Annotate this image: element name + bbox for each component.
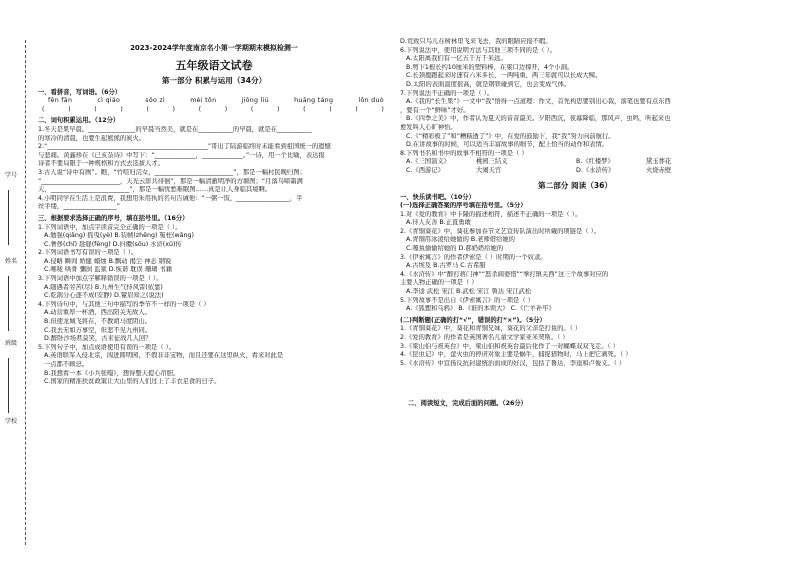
question-line: 与悲痛。黄鑫珍在《已亥杂诗》中写下：“_____________，_____________。”一诗，用一个比喻，表达报 (38, 151, 325, 159)
answer-brackets-row[interactable] (38, 106, 390, 115)
margin-label-class: 班级 (4, 340, 17, 347)
pinyin-word: mèi tōn (190, 97, 217, 105)
bracket: ) (68, 105, 71, 113)
option-line: A.《我的“长生果”》一文中“我”悟得一点道理：作文，首先构思要别出心裁，落笔也要有点东西 (406, 98, 671, 106)
option-line: A.青铜用冰凌给她做的 B.老师借给她的 (406, 236, 515, 244)
bracket: ( (250, 105, 254, 113)
option-line: 愈发叫人心旷神怡。 (400, 123, 457, 131)
question-line: 丝半缕，_________________” (38, 203, 120, 211)
bracket: ) (172, 105, 176, 113)
option-line: C.长颈鹿跑起来时速有六米多长，一两吨重，两三年就可以长成大鲸。 (406, 72, 602, 80)
bracket: ) (120, 105, 123, 113)
section3-title: 三、根据要求选择正确的序号，填在括号里。（16分） (38, 214, 189, 222)
judgement-line: 2.《爱的教育》的作者是英国著名儿童文学家亚米契斯。（ ） (400, 334, 569, 341)
option-line: A.随遇者劳苦(尽) B.九州生气恃风雷(依靠) (44, 283, 163, 291)
right-column (400, 0, 750, 409)
option-line: B.剪下1根长约10厘米的塑料棒，在梁口边撑开，4个小洞。 (406, 63, 574, 71)
pinyin-word: fēn fān (48, 97, 73, 105)
pinyin-word: huāng táng (294, 97, 334, 105)
option-row (400, 167, 750, 176)
question-line: 2.《青铜葵花》中，葵花参加春节文艺宣传队演出时所戴的项链是（ ）。 (400, 227, 601, 235)
bracket: ( (146, 105, 149, 113)
option-line: B.《四季之美》中，作者认为夏天的音音最美。夕阳西沉，夜幕降临，那风声、虫鸣，听起来也 (406, 115, 671, 123)
question-line: 的寒冷的清晨，也要生起熊熊的炭火。 (38, 134, 146, 142)
bracket: ( (303, 105, 306, 113)
option-book: D.《水浒传》 (576, 166, 615, 174)
section2-title: 二、词句积累运用。（12分） (38, 117, 120, 125)
option-line: B.但使龙城飞将在，不教胡马度阴山。 (44, 318, 152, 326)
binding-dashed-line (25, 40, 26, 545)
option-line: 一点都不顾忌。 (44, 361, 89, 368)
option-line: A.《狐狸和乌鸦》 B.《谁的本领大》 C.《亡羊补牢》 (406, 305, 555, 313)
paper-title: 五年级语文试卷 (175, 58, 253, 72)
question-line: 2.下列词语书写有误的一项是（ ）。 (38, 249, 138, 257)
question-line: 诗者不要局限于一种规格和方式去选拔人才。 (38, 160, 164, 168)
option-line: A.动营重厚一杯酒，西出阳关无故人。 (44, 309, 151, 317)
question-line: 3.下列词语中加点字解释错误的一项是（ ）。 (38, 275, 163, 283)
option-story: 桃园三结义 (476, 158, 508, 166)
option-line: A.勉强(qiǎng) 摇曳(yè) B.装帧(zhēng) 冤枉(wǎng) (44, 232, 194, 240)
question-line: “_________________________，天光云影共徘徊”，那是一幅清澈明净的方塘图；“月落乌啼霜满 (38, 177, 303, 185)
option-story: 黛玉葬花 (646, 158, 672, 166)
option-line: D.醉卧沙场君莫笑，古来征战几人回？ (44, 335, 152, 343)
option-story: 大闹天宫 (476, 166, 502, 174)
left-column (38, 0, 390, 387)
question-line: 2.“___________________________________________________”哥出了陆游临终时未能看到祖国统一的遗憾 (38, 143, 331, 151)
reading-section2-title: 二、阅读短文，完成后面的问题。（26分） (408, 400, 527, 408)
option-book: B.《红楼梦》 (576, 158, 614, 166)
option-line: C.我去无如万事空，但悲不见九州同。 (44, 326, 152, 334)
pinyin-word: jiōng liú (241, 97, 270, 105)
question-line: 3.《伊索寓言》的作者伊索是（ ）时期的一个奴隶。 (400, 253, 547, 261)
question-line: 4.下列诗句中，与其他三句中描写的季节不一样的一项是（ ） (38, 300, 210, 308)
question-line: 5.下列句子中，加点成语使用有误的一项是（ ）。 (38, 343, 176, 351)
margin-fill-line (8, 358, 10, 413)
margin-label-student-id: 学号 (4, 172, 17, 179)
margin-fill-line (8, 190, 10, 245)
part2-title: 第二部分 阅读（36） (538, 180, 612, 190)
option-line: A.太阳离我们有一亿五千万千米远。 (406, 55, 507, 63)
question-line: 1.下列词语中，加点字读音完全正确的一项是（ ）。 (38, 223, 182, 231)
question-line: 4.《水浒传》中“醉打蒋门神”“怒杀阎婆惜”“拳打镇关西”这三个故事对应的 (400, 270, 609, 278)
option-book: C.《西游记》 (406, 166, 444, 174)
option-story: 火烧赤壁 (646, 166, 672, 174)
reading-judgement-title: (二)判断题(正确的打“√”，错误的打“×”)。（5分） (400, 316, 546, 324)
bracket: ( (94, 105, 97, 113)
question-line: 6.下列说法中，使用说明方法与其他三项不同的是（ ）。 (400, 46, 556, 54)
pinyin-word: sōo zì (145, 97, 166, 105)
margin-fill-line (8, 276, 10, 331)
reading-section1-title: 一、快乐读书吧。（10分） (400, 193, 475, 201)
question-line: 7.下列说法不正确的一项是（ ）。 (400, 89, 494, 97)
option-line: D.在讲故事的时候，可以适当丰富故事的细节，配上恰当的动作和表情。 (406, 141, 609, 149)
option-line: A.李逵 武松 宋江 B.武松 宋江 鲁达 宋江武松 (406, 288, 532, 296)
question-line: 1.对《爱的教育》中卡隆的描述相符，描述不正确的一项是（ ）。 (400, 210, 582, 218)
judgement-line: 5.《水浒传》中宣扬反抗封建统治而成的好汉，包括了鲁达、李逵和卢俊义。（ ） (400, 359, 626, 367)
option-line: C.嘎鱼偷偷给她的 D.郝奶奶给她的 (406, 245, 504, 253)
option-line: C.乾鹊分心逐不成(安静) D.颦眉知之(说法) (44, 292, 164, 300)
option-book: A.《三国演义》 (406, 158, 450, 166)
judgement-line: 1.《青铜葵花》中，葵花和青铜兄妹，葵花的父亲是打鱼的。（ ） (400, 325, 582, 333)
binding-margin (0, 0, 38, 561)
part1-title: 第一部分 积累与运用（34分） (161, 75, 267, 85)
bracket: ) (381, 105, 384, 113)
option-line: C.喉咙 哄骨 彌润 监狱 D.恢谐 耽误 珊瑚 书籍 (44, 266, 173, 274)
option-line: A.侵略 瞬间 娇健 蜡烛 B.飘动 揭尘 神态 钢锐 (44, 257, 172, 265)
exam-title: 2023-2024学年度南京名小第一学期期末模拟检测一 (130, 44, 298, 52)
reading-subsection-title: (一)选择正确答案的序号填在括号里。（5分） (400, 202, 527, 210)
bracket: ( (198, 105, 202, 113)
question-line: 天，_________________________”，那是一幅忧愁难眠图……真是让人身临其境啊。 (38, 186, 272, 194)
pinyin-word: lōn duò (358, 97, 384, 105)
option-line: B.我想看一本《小兵张嘎》，想得整天提心吊胆。 (44, 369, 180, 377)
question-line: 3.古人说“诗中有画”。瞧，“竹喧归浣女，_________________________”，那是一幅村民晚归图； (38, 168, 306, 176)
question-line: 主要人物正确的一项是（ ） (400, 279, 478, 287)
judgement-line: 4.《昆虫记》中，萤火虫的停虏对象主要是蜗牛，捕捉猎物时，马上把它剥死。（ ） (400, 351, 632, 359)
option-line: C.国家的精准扶贫政策让大山里的人们过上了丰衣足食的日子。 (44, 378, 221, 386)
bracket: ) (224, 105, 228, 113)
option-line: C.《“精彩极了”和“糟糕透了”》中，在爱的鼓励下，我“我”努力向前航行。 (406, 132, 615, 140)
question-line: 5.下列故事不是出自《伊索寓言》的一项是（ ） (400, 296, 534, 304)
question-line: D.荒致只鸟儿在树林里飞来飞去，我的眼睛应接不暇。 (400, 38, 552, 45)
question-line: 4.小明同学在生活上是浪费，我想用朱用执的名句告诫他：“一粥一饭，_________________，半 (38, 194, 303, 202)
bracket: ( (42, 105, 45, 113)
margin-label-school: 学校 (4, 418, 17, 425)
option-line: C.奢侈(chǐ) 趁缝(fèng) D.抖擞(sǒu) 水浒(xǔ)传 (44, 240, 182, 248)
option-line: A.待人友善 B.正直勇敢 (406, 219, 471, 227)
section1-title: 一、看拼音，写词语。（6分） (38, 88, 122, 96)
option-line: D.太阳的表面温度很高，就是钢铁碰到它，也会变成气体。 (406, 80, 571, 88)
bracket: ) (276, 105, 280, 113)
pinyin-row (38, 97, 390, 106)
margin-label-name: 姓名 (4, 258, 17, 265)
bracket: ( (355, 105, 358, 113)
option-line: A.英语联军入侵北京，闯进圆明园，不假非非宝物，而且还要在这里纵火，看来对此是 (44, 352, 284, 360)
judgement-line: 3.《梁山伯与祝英台》中，梁山伯和祝英台最后化作了一对蝴蝶双双飞走。（ ） (400, 342, 619, 350)
pinyin-word: cì qiáo (97, 97, 121, 105)
option-line: A.古埃及 B.古罗马 C.古希腊 (406, 262, 486, 270)
bracket: ) (329, 105, 332, 113)
question-line: 1.冬天是果早晨。_______________的早晨当然美，就是在___________的早晨，就是在___________ (38, 125, 312, 133)
option-row (400, 158, 750, 167)
option-line: ，要有一个“鲜味”才好。 (400, 106, 470, 114)
question-line: 8.下列书名和书中的故事不相符的一项是（ ） (400, 149, 528, 157)
